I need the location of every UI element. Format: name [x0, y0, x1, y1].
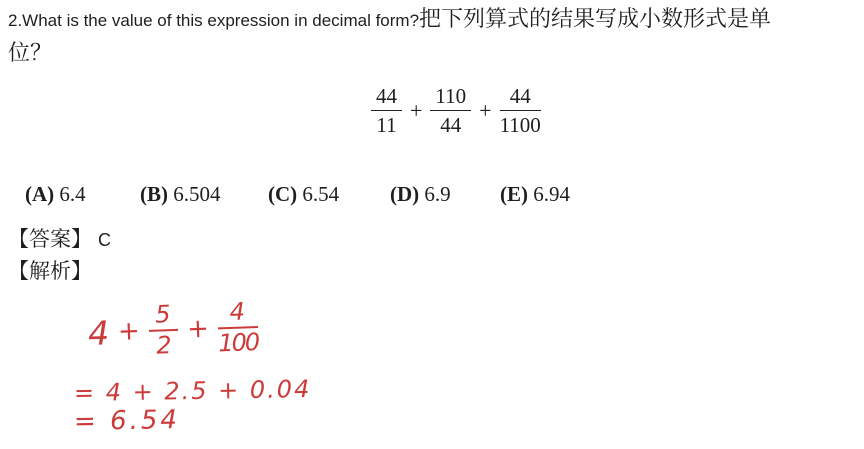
- handwritten-line-2: = 4 + 2.5 + 0.04: [73, 374, 312, 408]
- question-text: [8, 4, 862, 72]
- fraction-3-numerator: 44: [500, 84, 541, 111]
- fraction-1: [371, 84, 402, 137]
- fraction-1-denominator: 11: [376, 113, 397, 138]
- fraction-3-denominator: 1100: [499, 113, 541, 138]
- analysis-label: 【解析】: [8, 259, 92, 283]
- answer-line: [8, 223, 111, 253]
- answer-label: 【答案】: [8, 227, 92, 251]
- handwritten-fraction-1-denominator: 2: [155, 331, 173, 360]
- math-expression: [371, 84, 541, 137]
- choice-a-value: 6.4: [59, 182, 86, 206]
- answer-value: C: [98, 230, 111, 250]
- question-text-chinese-line1: 把下列算式的结果写成小数形式是单: [419, 7, 772, 32]
- choice-d-label: (D): [390, 182, 420, 206]
- handwritten-term-4: 4: [87, 312, 110, 353]
- handwritten-line-3: = 6.54: [73, 405, 181, 437]
- choice-b-value: 6.504: [173, 182, 221, 206]
- handwritten-fraction-2-denominator: 100: [217, 328, 259, 358]
- handwritten-fraction-1-numerator: 5: [148, 302, 178, 332]
- choice-e: [500, 182, 570, 207]
- plus-operator-1: +: [410, 97, 423, 123]
- analysis-line: [8, 255, 92, 285]
- fraction-1-numerator: 44: [371, 84, 402, 111]
- choice-b: [140, 182, 221, 207]
- fraction-2-numerator: 110: [430, 84, 471, 111]
- choice-c-value: 6.54: [302, 182, 340, 206]
- choice-e-label: (E): [500, 182, 528, 206]
- handwritten-plus-1: +: [117, 316, 141, 348]
- handwritten-fraction-1: [148, 302, 179, 359]
- handwritten-line-1: [87, 299, 259, 361]
- plus-operator-2: +: [479, 97, 492, 123]
- fraction-2-denominator: 44: [440, 113, 462, 138]
- handwritten-fraction-2-numerator: 4: [217, 299, 258, 330]
- choice-c-label: (C): [268, 182, 298, 206]
- choice-d: [390, 182, 451, 207]
- choice-a-label: (A): [25, 182, 55, 206]
- question-text-english: 2.What is the value of this expression in decimal form?: [8, 11, 420, 30]
- fraction-3: [500, 84, 541, 137]
- handwritten-fraction-2: [217, 299, 259, 357]
- choice-b-label: (B): [140, 182, 168, 206]
- choice-e-value: 6.94: [533, 182, 570, 206]
- choice-a: [25, 182, 86, 207]
- fraction-2: [430, 84, 471, 137]
- choice-d-value: 6.9: [424, 182, 451, 206]
- question-text-chinese-line2: 位？: [8, 41, 53, 66]
- handwritten-plus-2: +: [186, 313, 210, 345]
- choice-c: [268, 182, 339, 207]
